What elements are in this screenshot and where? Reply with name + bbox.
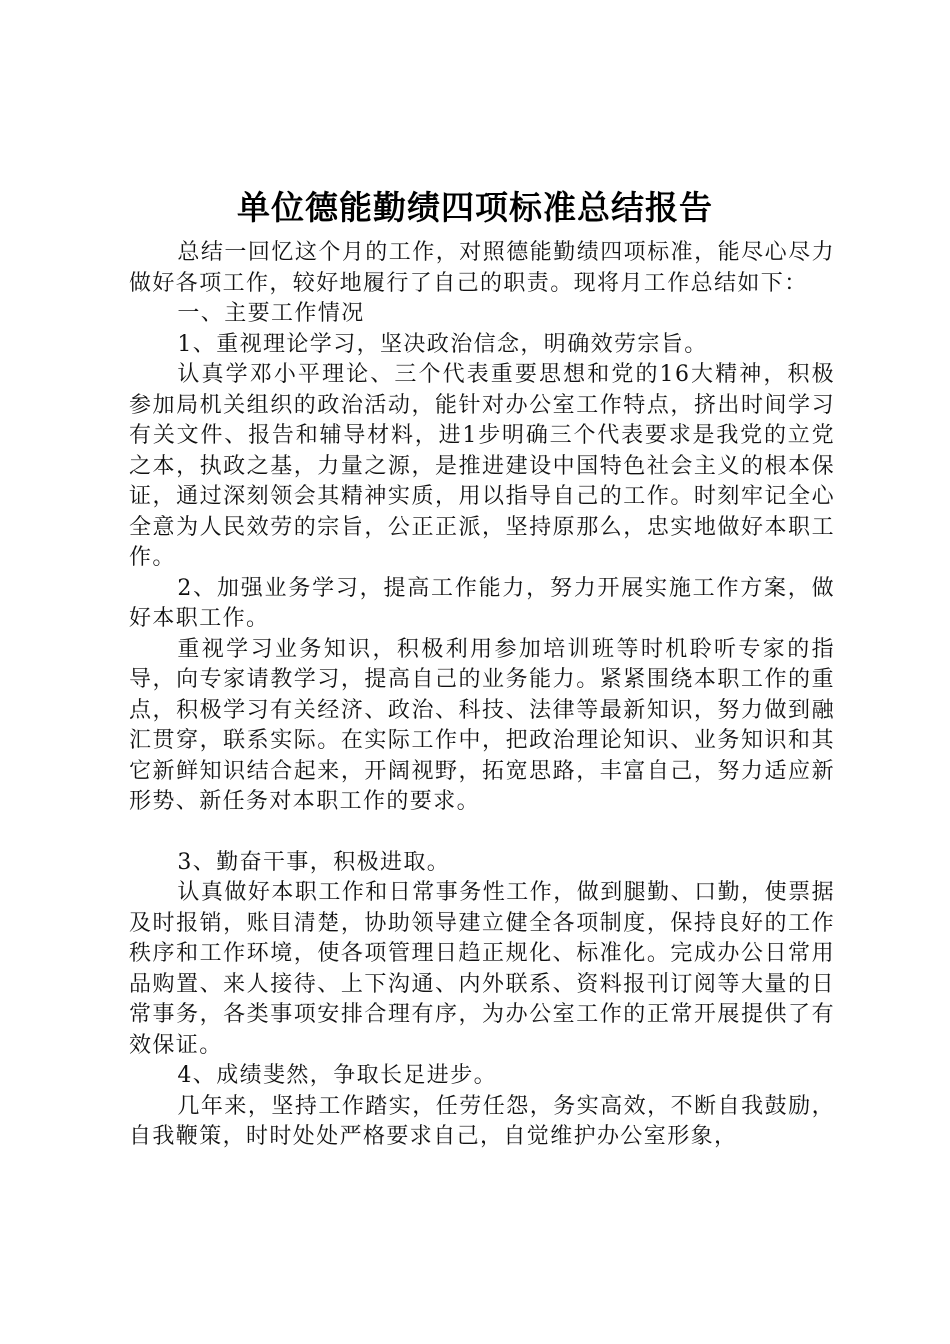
item-heading-3: 3、勤奋干事，积极进取。 — [177, 849, 451, 875]
document-body — [129, 238, 835, 1153]
item-heading-4: 4、成绩斐然，争取长足进步。 — [177, 1063, 497, 1088]
paragraph-achievements: 几年来，坚持工作踏实，任劳任怨，务实高效，不断自我鼓励，自我鞭策，时时处处严格要求自己，自觉维护办公室形象， — [129, 1093, 835, 1149]
paragraph-business-study: 重视学习业务知识，积极利用参加培训班等时机聆听专家的指导，向专家请教学习，提高自己的业务能力。紧紧围绕本职工作的重点，积极学习有关经济、政治、科技、法律等最新知识，努力做到融汇贯穿，联系实际。在实际工作中，把政治理论知识、业务知识和其它新鲜知识结合起来，开阔视野，拓宽思路，丰富自己，努力适应新形势、新任务对本职工作的要求。 — [129, 636, 835, 814]
document-title: 单位德能勤绩四项标准总结报告 — [237, 188, 713, 227]
section-heading-main-work: 一、主要工作情况 — [177, 301, 365, 326]
item-heading-1: 1、重视理论学习，坚决政治信念，明确效劳宗旨。 — [177, 331, 708, 357]
paragraph-theory-study: 认真学邓小平理论、三个代表重要思想和党的16大精神，积极参加局机关组织的政治活动，能针对办公室工作特点，挤出时间学习有关文件、报告和辅导材料，进1步明确三个代表要求是我党的立党之本，执政之基，力量之源，是推进建设中国特色社会主义的根本保证，通过深刻领会其精神实质，用以指导自己的工作。时刻牢记全心全意为人民效劳的宗旨，公正正派，坚持原那么，忠实地做好本职工作。 — [129, 362, 835, 570]
item-heading-2: 2、加强业务学习，提高工作能力，努力开展实施工作方案，做好本职工作。 — [129, 575, 835, 631]
paragraph-intro: 总结一回忆这个月的工作，对照德能勤绩四项标准，能尽心尽力做好各项工作，较好地履行了自己的职责。现将月工作总结如下： — [129, 240, 835, 296]
paragraph-daily-work: 认真做好本职工作和日常事务性工作，做到腿勤、口勤，使票据及时报销，账目清楚，协助领导建立健全各项制度，保持良好的工作秩序和工作环境，使各项管理日趋正规化、标准化。完成办公日常用品购置、来人接待、上下沟通、内外联系、资料报刊订阅等大量的日常事务，各类事项安排合理有序，为办公室工作的正常开展提供了有效保证。 — [129, 880, 835, 1058]
